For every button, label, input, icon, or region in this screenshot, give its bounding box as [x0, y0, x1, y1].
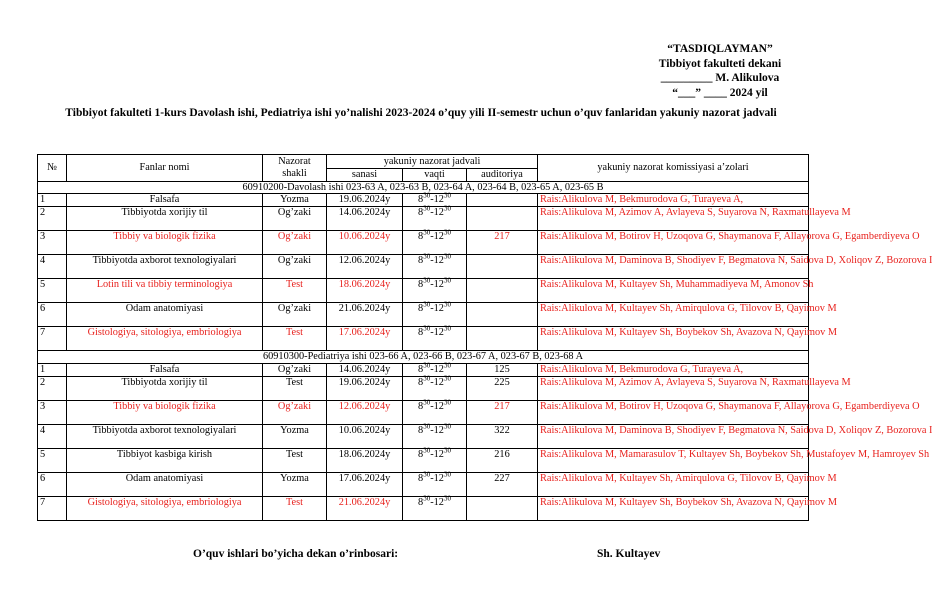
row-date: 10.06.2024y: [327, 231, 403, 255]
time-dash: -: [430, 363, 434, 375]
time-end-hour: 12: [433, 207, 444, 218]
row-num: 3: [38, 400, 67, 424]
time-end-minutes: 30: [443, 276, 451, 285]
time-dash: -: [430, 194, 434, 205]
table-row: [38, 327, 809, 351]
group-title: 60910200-Davolash ishi 023-63 A, 023-63 B, 023-64 A, 023-64 B, 023-65 A, 023-65 B: [38, 181, 809, 194]
row-members: Rais:Alikulova M, Botirov H, Uzoqova G, Shaymanova F, Allayorova G, Egamberdiyeva O: [538, 400, 809, 424]
header-schedule: yakuniy nazorat jadvali: [327, 155, 538, 169]
row-members: Rais:Alikulova M, Daminova B, Shodiyev F, Begmatova N, Saidova D, Xoliqov Z, Bozorova I: [538, 255, 809, 279]
row-subject: Tibbiy va biologik fizika: [67, 400, 263, 424]
row-room: 322: [467, 424, 538, 448]
row-time: [403, 204, 467, 231]
time-start-hour: 8: [418, 303, 424, 314]
time-start-hour: 8: [418, 255, 424, 266]
row-form: Og’zaki: [263, 231, 327, 255]
row-time: [403, 276, 467, 303]
row-time: [403, 448, 467, 472]
time-start-hour: 8: [418, 400, 424, 412]
row-members: Rais:Alikulova M, Kultayev Sh, Boybekov Sh, Avazova N, Qayimov M: [538, 327, 809, 351]
row-date: 17.06.2024y: [327, 472, 403, 496]
row-num: 7: [38, 496, 67, 520]
time-end-minutes: 30: [443, 324, 451, 333]
time-start-hour: 8: [418, 327, 424, 338]
time-end-minutes: 30: [443, 300, 451, 309]
row-room: [467, 279, 538, 303]
time-start-minutes: 30: [423, 191, 431, 200]
row-date: 12.06.2024y: [327, 255, 403, 279]
row-subject: Lotin tili va tibbiy terminologiya: [67, 279, 263, 303]
time-dash: -: [430, 496, 434, 508]
time-start-minutes: 30: [423, 228, 431, 237]
row-room: [467, 255, 538, 279]
time-start-minutes: 30: [423, 470, 431, 479]
row-time: [403, 324, 467, 351]
time-end-minutes: 30: [443, 204, 451, 213]
time-end-minutes: 30: [443, 361, 451, 370]
time-start-hour: 8: [418, 376, 424, 388]
time-end-hour: 12: [433, 231, 444, 242]
time-start-minutes: 30: [423, 398, 431, 407]
row-room: [467, 303, 538, 327]
header-num: №: [38, 155, 67, 182]
row-num: 5: [38, 448, 67, 472]
approval-line-1: “TASDIQLAYMAN”: [667, 43, 773, 55]
row-subject: Falsafa: [67, 363, 263, 376]
time-end-hour: 12: [433, 363, 444, 375]
row-members: Rais:Alikulova M, Kultayev Sh, Boybekov Sh, Avazova N, Qayimov M: [538, 496, 809, 520]
time-dash: -: [430, 207, 434, 218]
table-row: [38, 496, 809, 520]
table-row: [38, 231, 809, 255]
row-date: 21.06.2024y: [327, 496, 403, 520]
time-dash: -: [430, 303, 434, 314]
time-dash: -: [430, 327, 434, 338]
time-end-hour: 12: [433, 303, 444, 314]
row-subject: Falsafa: [67, 194, 263, 207]
time-start-minutes: 30: [423, 361, 431, 370]
row-num: 1: [38, 363, 67, 376]
row-time: [403, 472, 467, 496]
row-room: 225: [467, 376, 538, 400]
row-room: 125: [467, 363, 538, 376]
table-row: [38, 255, 809, 279]
row-date: 18.06.2024y: [327, 279, 403, 303]
row-num: 7: [38, 327, 67, 351]
time-end-minutes: 30: [443, 374, 451, 383]
time-start-hour: 8: [418, 448, 424, 460]
row-num: 6: [38, 472, 67, 496]
row-num: 6: [38, 303, 67, 327]
time-start-hour: 8: [418, 496, 424, 508]
table-row: [38, 303, 809, 327]
time-dash: -: [430, 231, 434, 242]
table-row: [38, 376, 809, 400]
row-room: [467, 194, 538, 207]
row-form: Yozma: [263, 424, 327, 448]
document-title: Tibbiyot fakulteti 1-kurs Davolash ishi, Pediatriya ishi yo’nalishi 2023-2024 o’quy yili II-semestr uchun o’quv fanlaridan yakuniy nazorat jadvali: [65, 107, 777, 119]
row-form: Og’zaki: [263, 207, 327, 231]
row-members: Rais:Alikulova M, Azimov A, Avlayeva S, Suyarova N, Raxmatullayeva M: [538, 376, 809, 400]
table-row: [38, 424, 809, 448]
time-end-hour: 12: [433, 400, 444, 412]
row-members: Rais:Alikulova M, Bekmurodova G, Turayeva A,: [538, 363, 809, 376]
table-row: [38, 448, 809, 472]
row-time: [403, 376, 467, 400]
time-start-minutes: 30: [423, 374, 431, 383]
time-end-minutes: 30: [443, 470, 451, 479]
row-members: Rais:Alikulova M, Kultayev Sh, Muhammadiyeva M, Amonov Sh: [538, 279, 809, 303]
row-members: Rais:Alikulova M, Mamarasulov T, Kultayev Sh, Boybekov Sh, Mustafoyev M, Hamroyev Sh: [538, 448, 809, 472]
row-room: [467, 207, 538, 231]
row-subject: Tibbiyotda xorijiy til: [67, 376, 263, 400]
row-members: Rais:Alikulova M, Kultayev Sh, Amirqulova G, Tilovov B, Qayimov M: [538, 303, 809, 327]
row-room: 227: [467, 472, 538, 496]
header-commission: yakuniy nazorat komissiyasi a’zolari: [538, 155, 809, 182]
footer-signatory-name: Sh. Kultayev: [597, 548, 661, 560]
row-form: Test: [263, 448, 327, 472]
table-row: [38, 279, 809, 303]
row-form: Test: [263, 279, 327, 303]
table-row: [38, 207, 809, 231]
row-members: Rais:Alikulova M, Azimov A, Avlayeva S, Suyarova N, Raxmatullayeva M: [538, 207, 809, 231]
time-dash: -: [430, 472, 434, 484]
row-members: Rais:Alikulova M, Kultayev Sh, Amirqulova G, Tilovov B, Qayimov M: [538, 472, 809, 496]
row-num: 2: [38, 207, 67, 231]
time-start-hour: 8: [418, 363, 424, 375]
row-date: 18.06.2024y: [327, 448, 403, 472]
time-start-minutes: 30: [423, 276, 431, 285]
row-time: [403, 300, 467, 327]
row-subject: Tibbiyotda xorijiy til: [67, 207, 263, 231]
time-dash: -: [430, 424, 434, 436]
time-start-minutes: 30: [423, 204, 431, 213]
row-form: Test: [263, 496, 327, 520]
row-date: 14.06.2024y: [327, 207, 403, 231]
time-end-minutes: 30: [443, 422, 451, 431]
time-dash: -: [430, 376, 434, 388]
group-title: 60910300-Pediatriya ishi 023-66 A, 023-66 B, 023-67 A, 023-67 B, 023-68 A: [38, 351, 809, 364]
time-dash: -: [430, 400, 434, 412]
row-members: Rais:Alikulova M, Bekmurodova G, Turayeva A,: [538, 194, 809, 207]
time-end-minutes: 30: [443, 228, 451, 237]
exam-schedule-table: [37, 154, 932, 521]
schedule-body: [38, 181, 932, 520]
time-start-minutes: 30: [423, 300, 431, 309]
time-start-hour: 8: [418, 231, 424, 242]
time-end-hour: 12: [433, 279, 444, 290]
time-start-minutes: 30: [423, 494, 431, 503]
time-end-minutes: 30: [443, 494, 451, 503]
header-room: auditoriya: [467, 169, 538, 182]
row-time: [403, 228, 467, 255]
row-form: Og’zaki: [263, 303, 327, 327]
time-start-minutes: 30: [423, 446, 431, 455]
row-subject: Odam anatomiyasi: [67, 303, 263, 327]
approval-line-4: “___” ____ 2024 yil: [672, 86, 768, 99]
time-end-minutes: 30: [443, 446, 451, 455]
time-end-hour: 12: [433, 194, 444, 205]
row-room: 217: [467, 231, 538, 255]
row-members: Rais:Alikulova M, Daminova B, Shodiyev F, Begmatova N, Saidova D, Xoliqov Z, Bozorova I: [538, 424, 809, 448]
row-form: Test: [263, 327, 327, 351]
row-members: Rais:Alikulova M, Botirov H, Uzoqova G, Shaymanova F, Allayorova G, Egamberdiyeva O: [538, 231, 809, 255]
row-time: [403, 496, 467, 520]
footer-signatory-title: O’quv ishlari bo’yicha dekan o’rinbosari:: [193, 548, 399, 560]
row-time: [403, 191, 467, 207]
row-form: Og’zaki: [263, 363, 327, 376]
row-room: [467, 496, 538, 520]
row-subject: Tibbiy va biologik fizika: [67, 231, 263, 255]
time-dash: -: [430, 255, 434, 266]
row-form: Test: [263, 376, 327, 400]
row-subject: Gistologiya, sitologiya, embriologiya: [67, 327, 263, 351]
time-start-minutes: 30: [423, 324, 431, 333]
row-time: [403, 400, 467, 424]
row-num: 2: [38, 376, 67, 400]
row-time: [403, 424, 467, 448]
header-date: sanasi: [327, 169, 403, 182]
time-start-hour: 8: [418, 194, 424, 205]
row-subject: Tibbiyotda axborot texnologiyalari: [67, 424, 263, 448]
header-subject: Fanlar nomi: [67, 155, 263, 182]
row-subject: Tibbiyot kasbiga kirish: [67, 448, 263, 472]
time-start-hour: 8: [418, 424, 424, 436]
time-start-minutes: 30: [423, 252, 431, 261]
row-subject: Odam anatomiyasi: [67, 472, 263, 496]
time-end-hour: 12: [433, 472, 444, 484]
row-time: [403, 252, 467, 279]
header-form: Nazorat shakli: [263, 155, 327, 182]
row-date: 10.06.2024y: [327, 424, 403, 448]
row-room: 216: [467, 448, 538, 472]
time-dash: -: [430, 279, 434, 290]
time-end-minutes: 30: [443, 191, 451, 200]
row-date: 19.06.2024y: [327, 376, 403, 400]
row-room: 217: [467, 400, 538, 424]
row-subject: Gistologiya, sitologiya, embriologiya: [67, 496, 263, 520]
time-end-hour: 12: [433, 327, 444, 338]
time-start-hour: 8: [418, 279, 424, 290]
row-date: 19.06.2024y: [327, 194, 403, 207]
time-end-hour: 12: [433, 255, 444, 266]
time-dash: -: [430, 448, 434, 460]
row-date: 14.06.2024y: [327, 363, 403, 376]
row-form: Yozma: [263, 472, 327, 496]
row-num: 3: [38, 231, 67, 255]
row-date: 21.06.2024y: [327, 303, 403, 327]
time-end-minutes: 30: [443, 398, 451, 407]
row-room: [467, 327, 538, 351]
table-row: [38, 472, 809, 496]
time-end-hour: 12: [433, 424, 444, 436]
row-date: 17.06.2024y: [327, 327, 403, 351]
time-end-hour: 12: [433, 448, 444, 460]
row-form: Og’zaki: [263, 400, 327, 424]
row-num: 5: [38, 279, 67, 303]
time-end-hour: 12: [433, 496, 444, 508]
row-num: 4: [38, 255, 67, 279]
row-time: [403, 363, 467, 376]
table-row: [38, 400, 809, 424]
row-form: Yozma: [263, 194, 327, 207]
time-start-hour: 8: [418, 472, 424, 484]
row-num: 1: [38, 194, 67, 207]
time-start-hour: 8: [418, 207, 424, 218]
row-num: 4: [38, 424, 67, 448]
time-end-hour: 12: [433, 376, 444, 388]
approval-line-2: Tibbiyot fakulteti dekani: [658, 57, 782, 70]
approval-block: [630, 42, 810, 100]
time-end-minutes: 30: [443, 252, 451, 261]
row-form: Og’zaki: [263, 255, 327, 279]
row-subject: Tibbiyotda axborot texnologiyalari: [67, 255, 263, 279]
time-start-minutes: 30: [423, 422, 431, 431]
approval-line-3: _________ M. Alikulova: [660, 72, 780, 84]
header-time: vaqti: [403, 169, 467, 182]
row-date: 12.06.2024y: [327, 400, 403, 424]
